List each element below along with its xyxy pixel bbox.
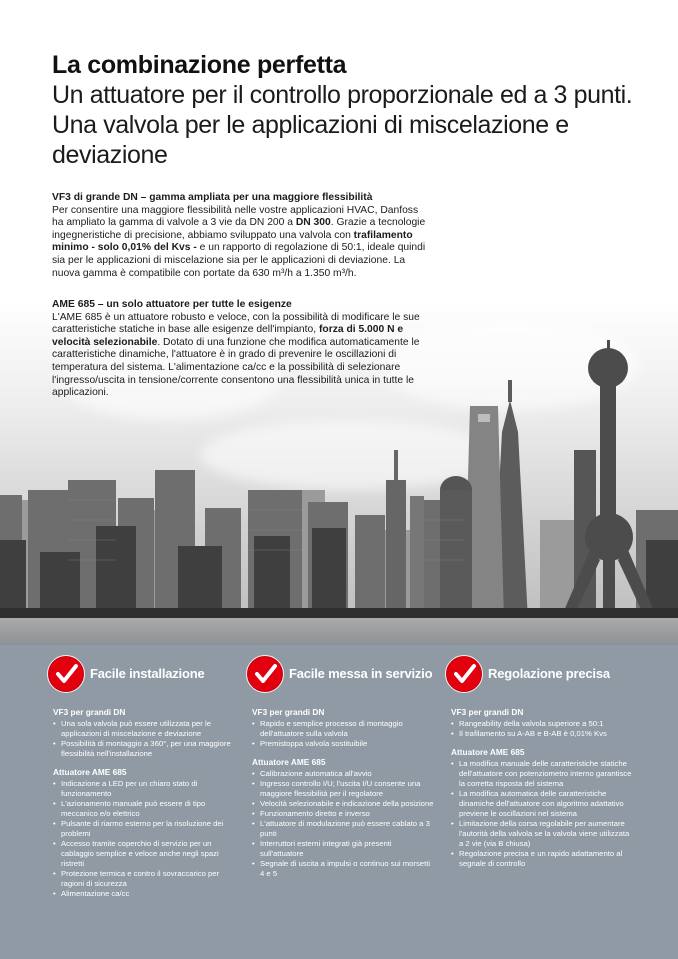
list-item: • Limitazione della corsa regolabile per aumentare l'autorità della valvola se la valvola viene utilizzata a 2 vie (via B chiusa) — [451, 819, 635, 849]
feature-header — [246, 655, 436, 695]
section-heading: Attuatore AME 685 — [53, 767, 127, 777]
list-item: • Interruttori esterni integrati già presenti sull'attuatore — [252, 839, 436, 859]
section-heading: VF3 per grandi DN — [53, 707, 126, 717]
list-item: • Accesso tramite coperchio di servizio per un cablaggio semplice e veloce anche negli spazi ristretti — [53, 839, 237, 869]
intro-vf3-title: VF3 di grande DN – gamma ampliata per una maggiore flessibilità — [52, 192, 373, 203]
section-heading: VF3 per grandi DN — [451, 707, 524, 717]
ame-list — [47, 779, 237, 899]
list-item: • Rangeability della valvola superiore a 50:1 — [451, 719, 635, 729]
section-heading: VF3 per grandi DN — [252, 707, 325, 717]
feature-header — [47, 655, 237, 695]
list-item: • Rapido e semplice processo di montaggio dell'attuatore sulla valvola — [252, 719, 436, 739]
ame-list — [445, 759, 635, 869]
list-item: • Ingresso controllo I/U; l'uscita I/U consente una maggiore flessibilità per il regolatore — [252, 779, 436, 799]
list-item: • Funzionamento diretto e inverso — [252, 809, 436, 819]
section-heading: Attuatore AME 685 — [252, 757, 326, 767]
checkmark-icon — [47, 655, 85, 693]
ame-list — [246, 769, 436, 879]
feature-column-installation — [47, 655, 237, 899]
page-subtitle: Un attuatore per il controllo proporzionale ed a 3 punti. Una valvola per le applicazioni di miscelazione e deviazione — [52, 81, 633, 169]
feature-header — [445, 655, 635, 695]
list-item: • Il trafilamento su A-AB e B-AB è 0,01% Kvs — [451, 729, 635, 739]
list-item: • Segnale di uscita a impulsi o continuo sui morsetti 4 e 5 — [252, 859, 436, 879]
list-item: • Una sola valvola può essere utilizzata per le applicazioni di miscelazione e deviazione — [53, 719, 237, 739]
page-title: La combinazione perfetta — [52, 51, 347, 79]
river-water — [0, 618, 678, 645]
vf3-list — [246, 719, 436, 749]
intro-vf3-section — [52, 192, 432, 280]
intro-ame-title: AME 685 – un solo attuatore per tutte le esigenze — [52, 299, 292, 310]
list-item: • Protezione termica e contro il sovraccarico per ragioni di sicurezza — [53, 869, 237, 889]
list-item: • Regolazione precisa e un rapido adattamento al segnale di controllo — [451, 849, 635, 869]
intro-vf3-paragraph: Per consentire una maggiore flessibilità nelle vostre applicazioni HVAC, Danfoss ha ampliato la gamma di valvole a 3 vie da DN 200 a DN 300. Grazie a tecnologie ingegneristiche di precisione, abbiamo sviluppato una valvola con trafilamento minimo - solo 0,01% del Kvs - e un rapporto di regolazione di 50:1, ideale quindi sia per le applicazioni di miscelazione sia per le applicazioni di deviazione. La nuova gamma è compatibile con portate da 630 m³/h a 1.350 m³/h. — [52, 204, 426, 279]
list-item: • L'attuatore di modulazione può essere cablato a 3 punti — [252, 819, 436, 839]
feature-column-commissioning — [246, 655, 436, 879]
checkmark-icon — [246, 655, 284, 693]
list-item: • Indicazione a LED per un chiaro stato di funzionamento — [53, 779, 237, 799]
section-heading: Attuatore AME 685 — [451, 747, 525, 757]
feature-column-regulation — [445, 655, 635, 869]
intro-ame-paragraph: L'AME 685 è un attuatore robusto e veloce, con la possibilità di modificare le sue caratteristiche statiche in base alle esigenze dell'impianto, forza di 5.000 N e velocità selezionabile. Dotato di una funzione che modifica automaticamente le caratteristiche dinamiche, l'attuatore è in grado di prevenire le oscillazioni di temperatura del sistema. L'alimentazione ca/cc e la possibilità di selezionare l'ingresso/uscita in tensione/corrente consentono una flessibilità unica in tutte le applicazioni. — [52, 311, 420, 399]
list-item: • La modifica manuale delle caratteristiche statiche dell'attuatore con potenziometro interno garantisce la corretta risposta del sistema — [451, 759, 635, 789]
list-item: • Premistoppa valvola sostituibile — [252, 739, 436, 749]
list-item: • Velocità selezionabile e indicazione della posizione — [252, 799, 436, 809]
vf3-list — [47, 719, 237, 759]
list-item: • La modifica automatica delle caratteristiche dinamiche dell'attuatore con algoritmo adattativo previene le oscillazioni nel sistema — [451, 789, 635, 819]
list-item: • Pulsante di riarmo esterno per la risoluzione dei problemi — [53, 819, 237, 839]
feature-title: Facile messa in servizio — [289, 666, 433, 681]
feature-title: Facile installazione — [90, 666, 205, 681]
checkmark-icon — [445, 655, 483, 693]
list-item: • Possibilità di montaggio a 360°, per una maggiore flessibilità nell'installazione — [53, 739, 237, 759]
vf3-list — [445, 719, 635, 739]
list-item: • Calibrazione automatica all'avvio — [252, 769, 436, 779]
feature-title: Regolazione precisa — [488, 666, 610, 681]
list-item: • Alimentazione ca/cc — [53, 889, 237, 899]
intro-ame-section — [52, 299, 432, 400]
list-item: • L'azionamento manuale può essere di tipo meccanico e/o elettrico — [53, 799, 237, 819]
